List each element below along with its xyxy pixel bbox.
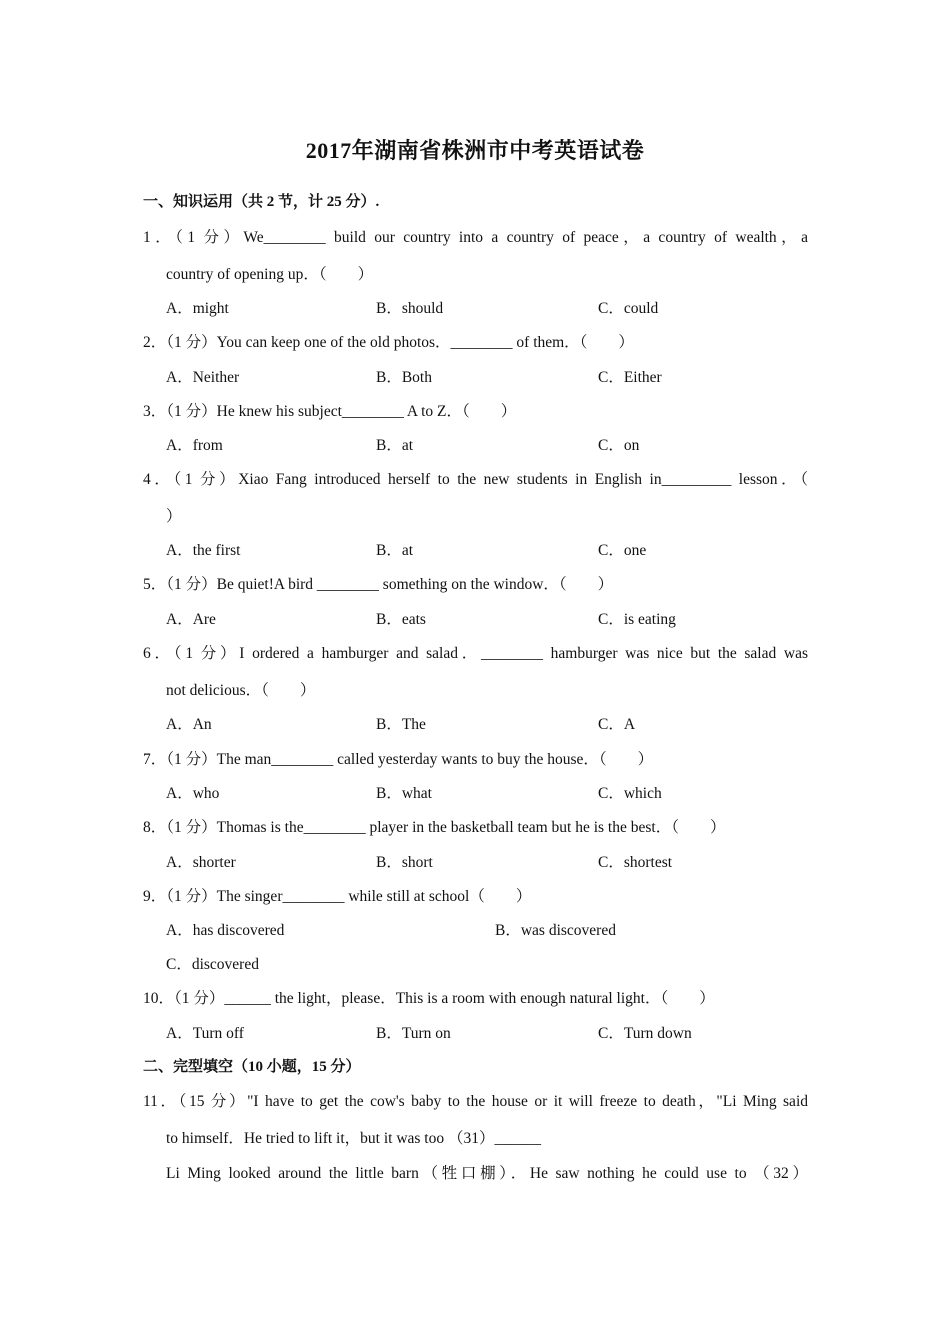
question-5-text: 5．（1 分）Be quiet!A bird ________ something on the window．（ ） [143,576,614,593]
question-7-option-a[interactable]: A．who [166,785,220,802]
question-2-option-a[interactable]: A．Neither [166,369,240,386]
question-11-text-cont: to himself．He tried to lift it，but it was too （31）______ [166,1130,541,1147]
question-8-option-a[interactable]: A．shorter [166,854,236,871]
question-6-text: 6．（1 分）I ordered a hamburger and salad．________ hamburger was nice but the salad was [143,645,808,662]
question-7-text: 7．（1 分）The man________ called yesterday wants to buy the house．（ ） [143,751,654,768]
question-7-option-b[interactable]: B．what [376,785,432,802]
question-4-option-b[interactable]: B．at [376,542,414,559]
question-3-option-b[interactable]: B．at [376,437,414,454]
section-heading-2: 二、完型填空（10 小题，15 分） [143,1059,361,1075]
question-10-option-a[interactable]: A．Turn off [166,1025,244,1042]
question-1-option-a[interactable]: A．might [166,300,229,317]
question-5-option-a[interactable]: A．Are [166,611,216,628]
question-2-option-c[interactable]: C．Either [598,369,662,386]
question-8-option-c[interactable]: C．shortest [598,854,673,871]
question-6-option-b[interactable]: B．The [376,716,426,733]
question-4-text: 4．（1 分）Xiao Fang introduced herself to the new students in English in_________ lesson．（ [143,471,808,488]
question-1-text-cont: country of opening up．（ ） [166,266,374,283]
question-4-option-c[interactable]: C．one [598,542,647,559]
question-9-option-a[interactable]: A．has discovered [166,922,285,939]
question-11-text: 11．（15 分）"I have to get the cow's baby to the house or it will freeze to death，"Li Ming said [143,1093,808,1110]
question-2-text: 2．（1 分）You can keep one of the old photos．________ of them．（ ） [143,334,634,351]
question-8-text: 8．（1 分）Thomas is the________ player in the basketball team but he is the best．（ ） [143,819,726,836]
question-10-text: 10．（1 分）______ the light，please．This is a room with enough natural light．（ ） [143,990,715,1007]
passage-line: Li Ming looked around the little barn（牲口棚）．He saw nothing he could use to （32） [166,1165,808,1182]
question-1-text: 1．（1 分）We________ build our country into a country of peace，a country of wealth，a [143,229,808,246]
question-5-option-c[interactable]: C．is eating [598,611,676,628]
question-7-option-c[interactable]: C．which [598,785,662,802]
question-6-text-cont: not delicious．（ ） [166,682,316,699]
question-9-text: 9．（1 分）The singer________ while still at school（ ） [143,888,532,905]
question-5-option-b[interactable]: B．eats [376,611,426,628]
question-9-option-b[interactable]: B．was discovered [495,922,616,939]
question-10-option-c[interactable]: C．Turn down [598,1025,692,1042]
question-3-text: 3．（1 分）He knew his subject________ A to Z．（ ） [143,403,517,420]
question-4-text-cont: ） [166,508,182,525]
question-6-option-a[interactable]: A．An [166,716,212,733]
section-heading-1: 一、知识运用（共 2 节，计 25 分）. [143,194,380,210]
question-6-option-c[interactable]: C．A [598,716,636,733]
question-3-option-c[interactable]: C．on [598,437,640,454]
question-3-option-a[interactable]: A．from [166,437,223,454]
question-9-option-c[interactable]: C．discovered [166,956,259,973]
question-4-option-a[interactable]: A．the first [166,542,241,559]
question-2-option-b[interactable]: B．Both [376,369,432,386]
question-1-option-c[interactable]: C．could [598,300,659,317]
question-8-option-b[interactable]: B．short [376,854,433,871]
page-title: 2017年湖南省株洲市中考英语试卷 [305,138,645,163]
question-10-option-b[interactable]: B．Turn on [376,1025,451,1042]
question-1-option-b[interactable]: B．should [376,300,444,317]
